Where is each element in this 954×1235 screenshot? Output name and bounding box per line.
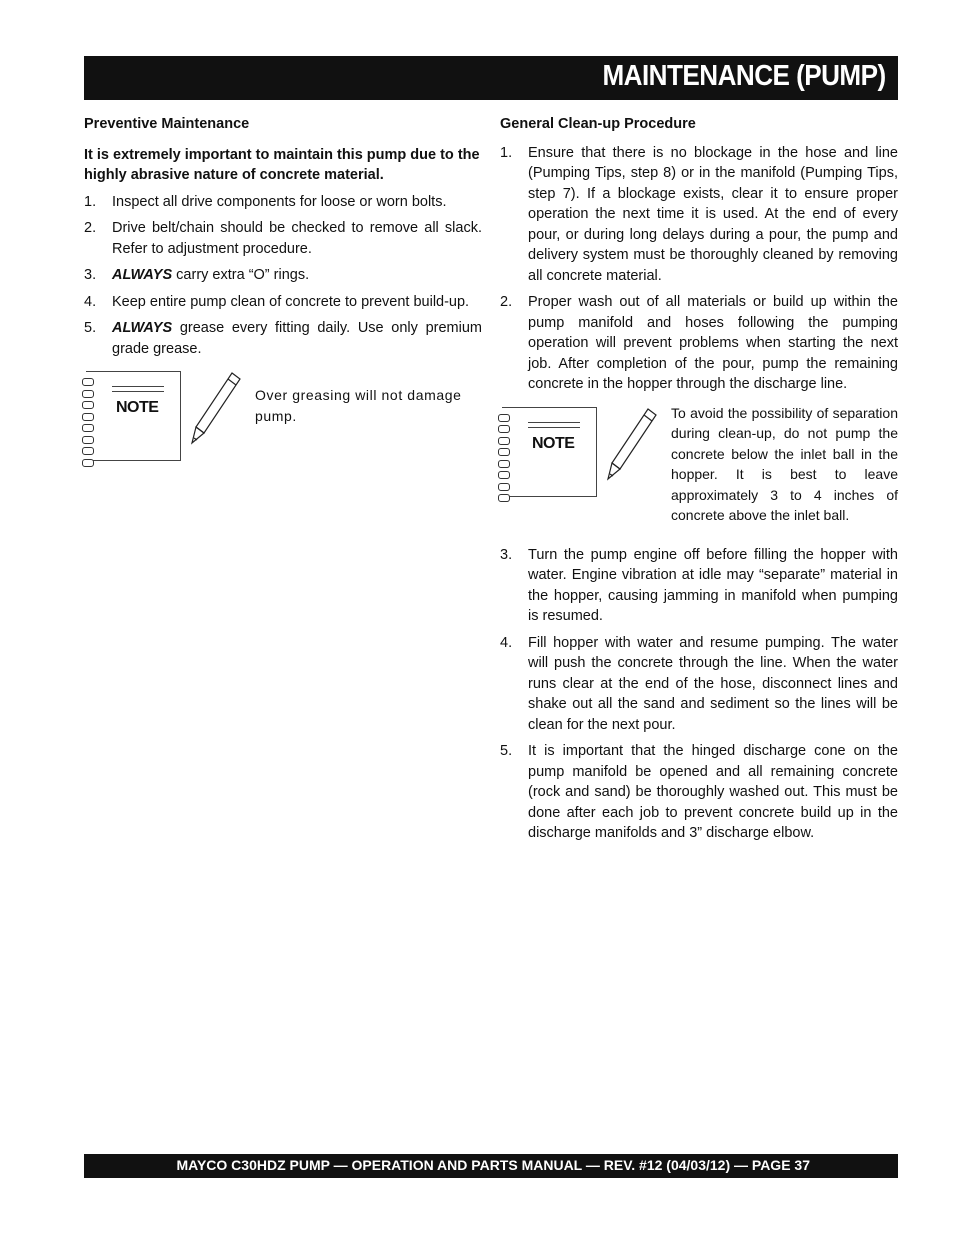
- warning-text: It is extremely important to maintain this pump due to the highly abrasive nature of concrete material.: [84, 146, 480, 183]
- list-number: 3.: [84, 267, 97, 283]
- note-text: Over greasing will not damage pump.: [255, 387, 462, 424]
- list-number: 2.: [500, 294, 513, 310]
- list-text: carry extra “O” rings.: [172, 267, 310, 283]
- list-number: 5.: [84, 320, 97, 336]
- list-number: 3.: [500, 546, 513, 563]
- list-text: Fill hopper with water and resume pumping. The water will push the concrete through the line. When the water runs clear at the end of the hose, disconnect lines and shake out all the sand and sediment so the lines will be clean for the next pour.: [528, 634, 898, 733]
- list-number: 1.: [84, 193, 97, 210]
- spiral-rings: [498, 414, 510, 506]
- page-header-bar: [84, 56, 898, 100]
- list-text: Drive belt/chain should be checked to remove all slack. Refer to adjustment procedure.: [112, 220, 482, 257]
- list-text: Inspect all drive components for loose or worn bolts.: [112, 193, 447, 210]
- list-item: [84, 318, 482, 359]
- note-block-greasing: [84, 367, 482, 467]
- note-block-separation: [500, 403, 898, 535]
- note-label: NOTE: [532, 434, 575, 452]
- list-item: [500, 545, 898, 627]
- list-number: 4.: [84, 293, 97, 310]
- list-item: [84, 265, 482, 286]
- section-heading-preventive: Preventive Maintenance: [84, 116, 250, 132]
- emphasis-always: ALWAYS: [112, 267, 173, 283]
- cleanup-list-part1: [500, 143, 898, 395]
- list-number: 2.: [84, 220, 97, 236]
- list-text: Ensure that there is no blockage in the hose and line (Pumping Tips, step 8) or in the manifold (Pumping Tips, step 7). If a blockage exists, clear it to ensure proper operation the next time it is used. At the end of every pour, or during long delays during a pour, the pump and delivery system must be thoroughly cleaned by removing all concrete material.: [528, 144, 898, 284]
- notebook-icon: [86, 371, 181, 461]
- cleanup-list-part2: [500, 545, 898, 844]
- list-item: [500, 633, 898, 736]
- footer-text: MAYCO C30HDZ PUMP — OPERATION AND PARTS MANUAL — REV. #12 (04/03/12) — PAGE 37: [176, 1157, 810, 1173]
- note-label: NOTE: [116, 399, 159, 416]
- list-number: 4.: [500, 634, 513, 651]
- left-column: [84, 114, 482, 477]
- notebook-icon: [502, 407, 597, 497]
- note-text: To avoid the possibility of separation during clean-up, do not pump the concrete below the inlet ball in the hopper. It is best to leave approximately 3 to 4 inches of concrete above the inlet ball.: [671, 404, 898, 523]
- section-heading-cleanup: General Clean-up Procedure: [500, 116, 696, 132]
- pencil-icon: [602, 403, 662, 483]
- list-item: [500, 741, 898, 844]
- list-number: 1.: [500, 144, 513, 161]
- list-text: Turn the pump engine off before filling the hopper with water. Engine vibration at idle may “separate” material in the hopper, causing jamming in manifold when pumping is resumed.: [528, 546, 898, 624]
- list-item: [500, 143, 898, 287]
- emphasis-always: ALWAYS: [112, 320, 173, 336]
- list-text: Keep entire pump clean of concrete to prevent build-up.: [112, 293, 470, 310]
- list-text: Proper wash out of all materials or build up within the pump manifold and hoses following the pumping operation will prevent problems when starting the next job. After completion of the pour, pump the remaining concrete in the hopper through the discharge line.: [528, 294, 898, 392]
- spiral-rings: [82, 378, 94, 470]
- list-number: 5.: [500, 743, 513, 759]
- list-text: grease every fitting daily. Use only premium grade grease.: [112, 320, 482, 357]
- list-item: [84, 218, 482, 259]
- list-item: [84, 292, 482, 313]
- right-column: [500, 114, 898, 850]
- list-text: It is important that the hinged discharge cone on the pump manifold be opened and all remaining concrete (rock and sand) be thoroughly washed out. This must be done after each job to prevent concrete build up in the discharge manifolds and 3” discharge elbow.: [528, 743, 898, 841]
- preventive-list: [84, 192, 482, 360]
- page-title: MAINTENANCE (PUMP): [602, 60, 886, 92]
- page-footer-bar: [84, 1154, 898, 1178]
- list-item: [500, 292, 898, 395]
- list-item: [84, 192, 482, 213]
- pencil-icon: [186, 367, 246, 447]
